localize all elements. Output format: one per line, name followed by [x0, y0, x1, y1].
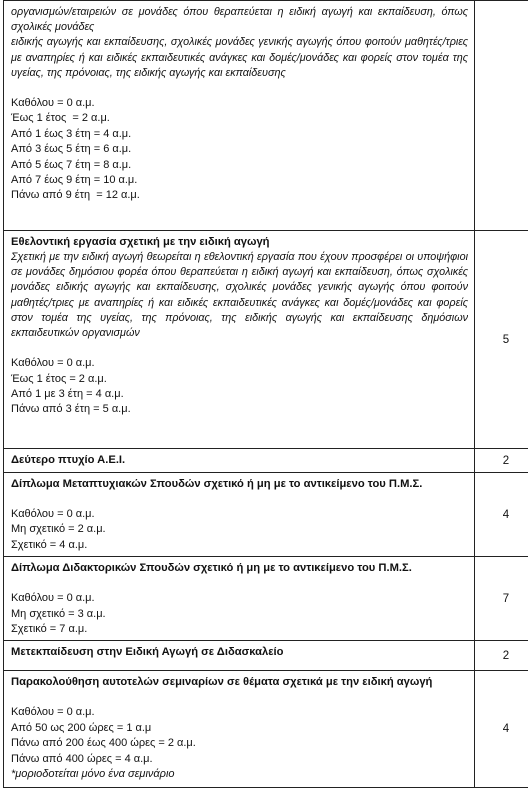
scoring-line: Καθόλου = 0 α.μ.: [11, 706, 95, 719]
score-cell: 2: [475, 449, 528, 473]
scoring-line: Σχετικό = 4 α.μ.: [11, 538, 88, 551]
criterion-title: Δίπλωμα Μεταπτυχιακών Σπουδών σχετικό ή μη με το αντικείμενο του Π.Μ.Σ.: [11, 478, 423, 490]
criterion-description: οργανισμών/εταιρειών σε μονάδες όπου θεραπεύεται η ειδική αγωγή και εκπαίδευση, όπως σχολικές μονάδες: [11, 6, 468, 34]
criterion-cell: [4, 231, 475, 449]
criterion-cell: [4, 473, 475, 557]
scoring-line: Από 7 έως 9 έτη = 10 α.μ.: [11, 174, 138, 187]
scoring-line: Από 1 έως 3 έτη = 4 α.μ.: [11, 127, 132, 140]
criteria-table: [3, 0, 528, 788]
scoring-line: Πάνω από 9 έτη = 12 α.μ.: [11, 189, 140, 202]
scoring-line: Από 50 ως 200 ώρες = 1 α.μ: [11, 721, 152, 734]
criterion-description: Σχετική με την ειδική αγωγή θεωρείται η εθελοντική εργασία που έχουν προσφέρει οι υποψήφιοι σε μονάδες δημόσιου φορέα όπου θεραπεύεται η ειδική αγωγή και εκπαίδευση, όπως σχολικές μονάδες ειδικής αγωγής και εκπαίδευσης, σχολικές μονάδες γενικής αγωγής όπου φοιτούν μαθητές/τριες με αναπηρίες ή και ειδικές εκπαιδευτικές ανάγκες και δομές/μονάδες και φορείς στον τομέα της υγείας, της πρόνοιας, της ειδικής αγωγής και εκπαίδευσης δημόσιων εκπαιδευτικών οργανισμών: [11, 251, 468, 340]
scoring-line: Σχετικό = 7 α.μ.: [11, 623, 88, 636]
criterion-description: ειδικής αγωγής και εκπαίδευσης, σχολικές μονάδες γενικής αγωγής όπου φοιτούν μαθητές/τριες με αναπηρίες ή και ειδικές εκπαιδευτικές ανάγκες και δομές/μονάδες και φορείς στον τομέα της υγείας, της πρόνοιας, της ειδικής αγωγής και εκπαίδευσης: [11, 36, 468, 79]
scoring-line: Πάνω από 200 έως 400 ώρες = 2 α.μ.: [11, 737, 196, 750]
score-cell: [475, 1, 528, 231]
scoring-line: Έως 1 έτος = 2 α.μ.: [11, 112, 110, 125]
scoring-line: Έως 1 έτος = 2 α.μ.: [11, 372, 107, 385]
score-cell: 4: [475, 671, 528, 788]
table-row: [4, 449, 528, 473]
criterion-cell: [4, 1, 475, 231]
criterion-title: Δίπλωμα Διδακτορικών Σπουδών σχετικό ή μη με το αντικείμενο του Π.Μ.Σ.: [11, 562, 412, 575]
scoring-line: Μη σχετικό = 2 α.μ.: [11, 523, 106, 536]
criterion-cell: [4, 671, 475, 788]
criterion-cell: [4, 557, 475, 641]
criterion-title: Εθελοντική εργασία σχετική με την ειδική αγωγή: [11, 236, 270, 248]
scoring-line: Μη σχετικό = 3 α.μ.: [11, 607, 106, 620]
score-cell: 2: [475, 641, 528, 671]
score-cell: 5: [475, 231, 528, 449]
table-row: [4, 671, 528, 788]
criterion-cell: [4, 641, 475, 671]
criterion-title: Δεύτερο πτυχίο Α.Ε.Ι.: [11, 454, 126, 466]
scoring-line: Πάνω από 3 έτη = 5 α.μ.: [11, 403, 131, 416]
scoring-line: Καθόλου = 0 α.μ.: [11, 508, 95, 520]
criterion-title: Παρακολούθηση αυτοτελών σεμιναρίων σε θέματα σχετικά με την ειδική αγωγή: [11, 676, 433, 689]
score-cell: 7: [475, 557, 528, 641]
table-row: [4, 557, 528, 641]
scoring-note: *μοριοδοτείται μόνο ένα σεμινάριο: [11, 768, 175, 781]
scoring-line: Καθόλου = 0 α.μ.: [11, 357, 95, 370]
score-cell: 4: [475, 473, 528, 557]
scoring-line: Από 5 έως 7 έτη = 8 α.μ.: [11, 158, 132, 171]
table-row: [4, 231, 528, 449]
table-row: [4, 473, 528, 557]
criterion-cell: [4, 449, 475, 473]
scoring-line: Καθόλου = 0 α.μ.: [11, 592, 95, 605]
scoring-line: Από 1 με 3 έτη = 4 α.μ.: [11, 388, 124, 401]
criterion-title: Μετεκπαίδευση στην Ειδική Αγωγή σε Διδασκαλείο: [11, 646, 284, 659]
scoring-line: Καθόλου = 0 α.μ.: [11, 97, 95, 110]
scoring-line: Πάνω από 400 ώρες = 4 α.μ.: [11, 752, 153, 765]
table-row: [4, 641, 528, 671]
table-row: [4, 1, 528, 231]
scoring-line: Από 3 έως 5 έτη = 6 α.μ.: [11, 143, 132, 156]
